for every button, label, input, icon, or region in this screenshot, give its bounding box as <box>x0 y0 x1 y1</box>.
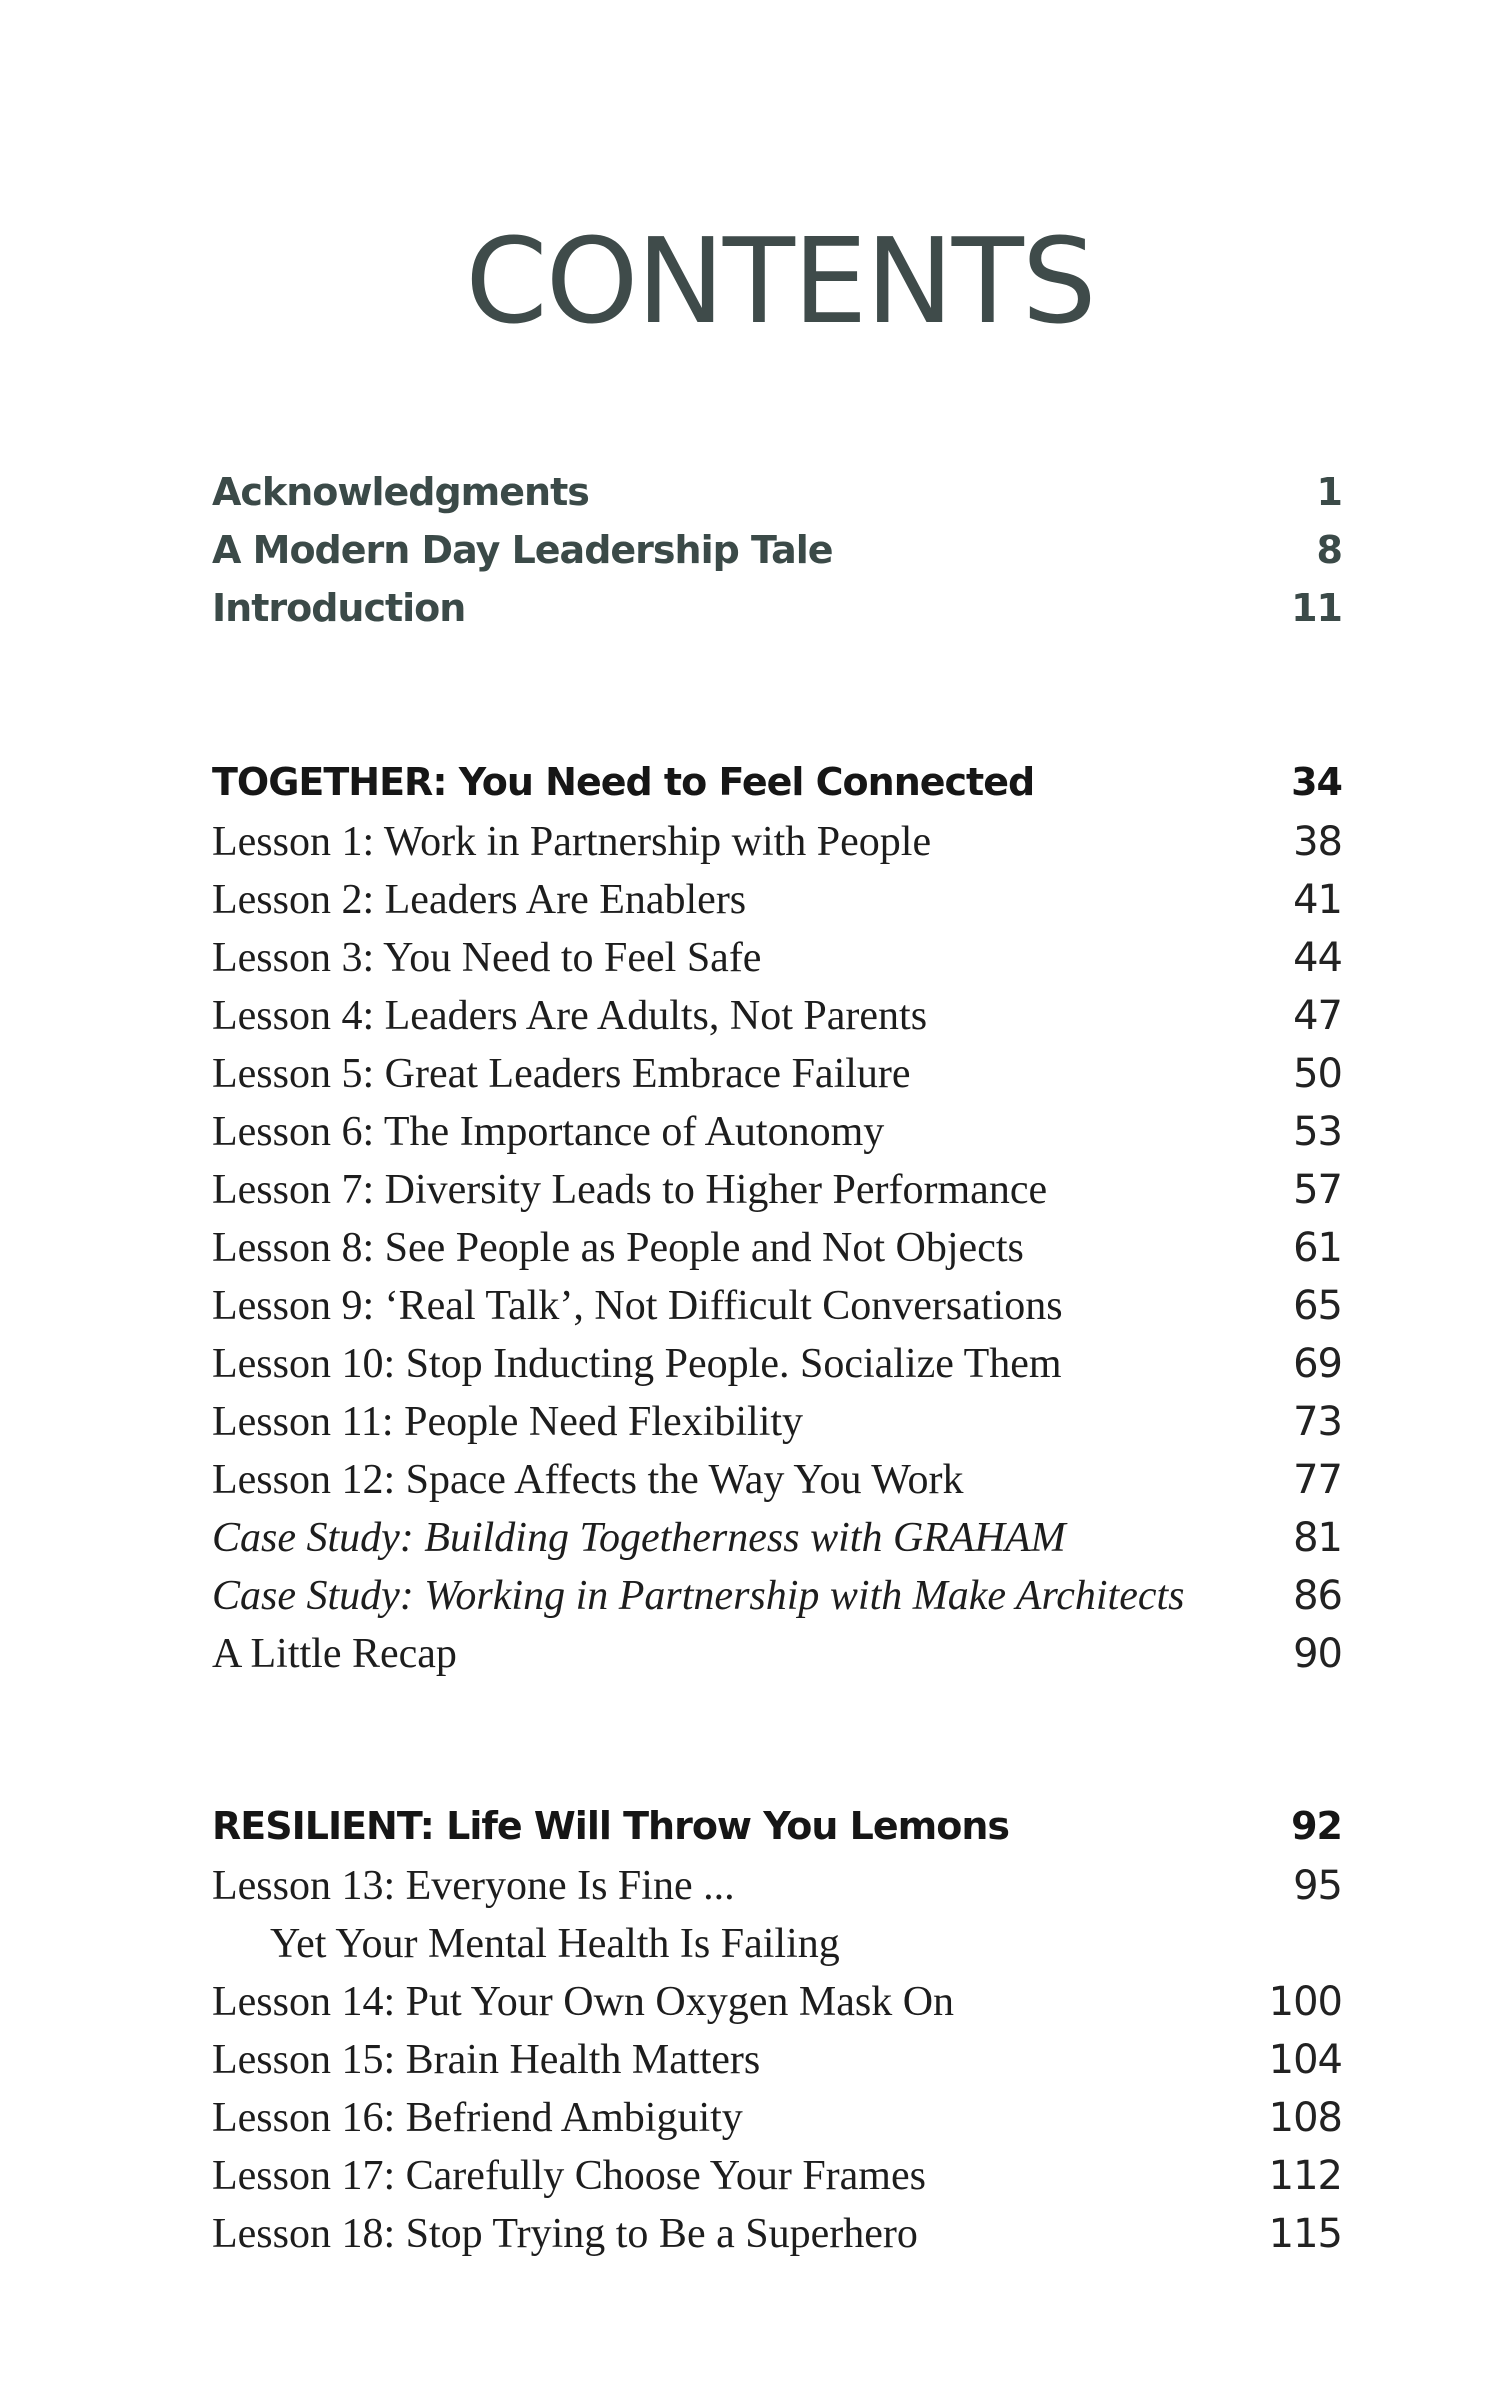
toc-page-number: 90 <box>1293 1631 1342 1677</box>
toc-entry-label: Lesson 4: Leaders Are Adults, Not Parents <box>212 993 928 1039</box>
toc-page-number: 8 <box>1316 528 1342 572</box>
toc-entry-label: A Little Recap <box>212 1631 457 1677</box>
toc-entry-label: Lesson 14: Put Your Own Oxygen Mask On <box>212 1979 955 2025</box>
toc-entry-label: Lesson 5: Great Leaders Embrace Failure <box>212 1051 911 1097</box>
toc-page-number: 108 <box>1268 2095 1342 2141</box>
toc-page-number: 100 <box>1268 1979 1342 2025</box>
toc-entry-label: Lesson 7: Diversity Leads to Higher Performance <box>212 1167 1048 1213</box>
toc-page-number: 81 <box>1293 1515 1342 1561</box>
toc-entry-label: Lesson 10: Stop Inducting People. Socialize Them <box>212 1341 1062 1387</box>
toc-entry-lesson-15[interactable] <box>212 2036 1342 2094</box>
toc-entry-label: Lesson 1: Work in Partnership with People <box>212 819 932 865</box>
toc-entry-label: Lesson 3: You Need to Feel Safe <box>212 935 762 981</box>
toc-entry-label: Lesson 2: Leaders Are Enablers <box>212 877 747 923</box>
toc-entry-acknowledgments[interactable] <box>212 470 1342 528</box>
toc-page-number: 41 <box>1293 877 1342 923</box>
toc-page-number: 95 <box>1293 1863 1342 1909</box>
toc-page-number: 47 <box>1293 993 1342 1039</box>
toc-entry-lesson-13[interactable] <box>212 1862 1342 1920</box>
toc-page-number: 115 <box>1268 2211 1342 2257</box>
section-heading-label: TOGETHER: You Need to Feel Connected <box>212 760 1035 804</box>
toc-entry-label: Lesson 15: Brain Health Matters <box>212 2037 761 2083</box>
toc-entry-introduction[interactable] <box>212 586 1342 644</box>
page-title: CONTENTS <box>465 212 1095 350</box>
section-heading-label: RESILIENT: Life Will Throw You Lemons <box>212 1804 1010 1848</box>
toc-section-heading-together[interactable] <box>212 760 1342 818</box>
toc-page-number: 61 <box>1293 1225 1342 1271</box>
toc-page-number: 38 <box>1293 819 1342 865</box>
toc-entry-label: Lesson 11: People Need Flexibility <box>212 1399 804 1445</box>
toc-page-number: 92 <box>1291 1804 1342 1848</box>
toc-entry-lesson-1[interactable] <box>212 818 1342 876</box>
toc-page-number: 34 <box>1291 760 1342 804</box>
toc-entry-label: Lesson 8: See People as People and Not Objects <box>212 1225 1024 1271</box>
toc-page-number: 77 <box>1293 1457 1342 1503</box>
toc-entry-lesson-10[interactable] <box>212 1340 1342 1398</box>
toc-entry-label: Case Study: Building Togetherness with GRAHAM <box>212 1515 1066 1561</box>
toc-entry-lesson-4[interactable] <box>212 992 1342 1050</box>
toc-page-number: 1 <box>1316 470 1342 514</box>
toc-page-number: 73 <box>1293 1399 1342 1445</box>
toc-page-number: 50 <box>1293 1051 1342 1097</box>
toc-page-number: 65 <box>1293 1283 1342 1329</box>
toc-entry-label: Yet Your Mental Health Is Failing <box>270 1921 840 1967</box>
toc-entry-lesson-3[interactable] <box>212 934 1342 992</box>
toc-entry-lesson-14[interactable] <box>212 1978 1342 2036</box>
toc-entry-lesson-13-continued[interactable] <box>212 1920 1342 1978</box>
toc-page-number: 69 <box>1293 1341 1342 1387</box>
toc-entry-label: Acknowledgments <box>212 470 589 514</box>
toc-entry-lesson-9[interactable] <box>212 1282 1342 1340</box>
toc-entry-label: Lesson 6: The Importance of Autonomy <box>212 1109 885 1155</box>
toc-page-number: 44 <box>1293 935 1342 981</box>
toc-entry-label: Lesson 9: ‘Real Talk’, Not Difficult Conversations <box>212 1283 1063 1329</box>
toc-page-number: 57 <box>1293 1167 1342 1213</box>
toc-entry-label: Case Study: Working in Partnership with Make Architects <box>212 1573 1185 1619</box>
toc-page-number: 11 <box>1291 586 1342 630</box>
toc-page-number: 86 <box>1293 1573 1342 1619</box>
toc-entry-recap[interactable] <box>212 1630 1342 1688</box>
toc-entry-case-study-graham[interactable] <box>212 1514 1342 1572</box>
toc-entry-lesson-18[interactable] <box>212 2210 1342 2268</box>
toc-entry-label: Introduction <box>212 586 466 630</box>
toc-entry-label: Lesson 13: Everyone Is Fine ... <box>212 1863 735 1909</box>
toc-entry-label: A Modern Day Leadership Tale <box>212 528 833 572</box>
toc-entry-lesson-12[interactable] <box>212 1456 1342 1514</box>
toc-entry-label: Lesson 16: Befriend Ambiguity <box>212 2095 743 2141</box>
toc-entry-lesson-11[interactable] <box>212 1398 1342 1456</box>
toc-entry-lesson-8[interactable] <box>212 1224 1342 1282</box>
toc-entry-leadership-tale[interactable] <box>212 528 1342 586</box>
toc-entry-lesson-17[interactable] <box>212 2152 1342 2210</box>
toc-entry-lesson-16[interactable] <box>212 2094 1342 2152</box>
toc-page-number: 53 <box>1293 1109 1342 1155</box>
toc-page-number: 104 <box>1268 2037 1342 2083</box>
toc-entry-lesson-7[interactable] <box>212 1166 1342 1224</box>
toc-entry-lesson-6[interactable] <box>212 1108 1342 1166</box>
toc-entry-lesson-5[interactable] <box>212 1050 1342 1108</box>
toc-page-number: 112 <box>1268 2153 1342 2199</box>
toc-entry-lesson-2[interactable] <box>212 876 1342 934</box>
toc-entry-label: Lesson 18: Stop Trying to Be a Superhero <box>212 2211 918 2257</box>
toc-entry-case-study-make-architects[interactable] <box>212 1572 1342 1630</box>
toc-section-heading-resilient[interactable] <box>212 1804 1342 1862</box>
toc-entry-label: Lesson 12: Space Affects the Way You Work <box>212 1457 964 1503</box>
toc-entry-label: Lesson 17: Carefully Choose Your Frames <box>212 2153 926 2199</box>
